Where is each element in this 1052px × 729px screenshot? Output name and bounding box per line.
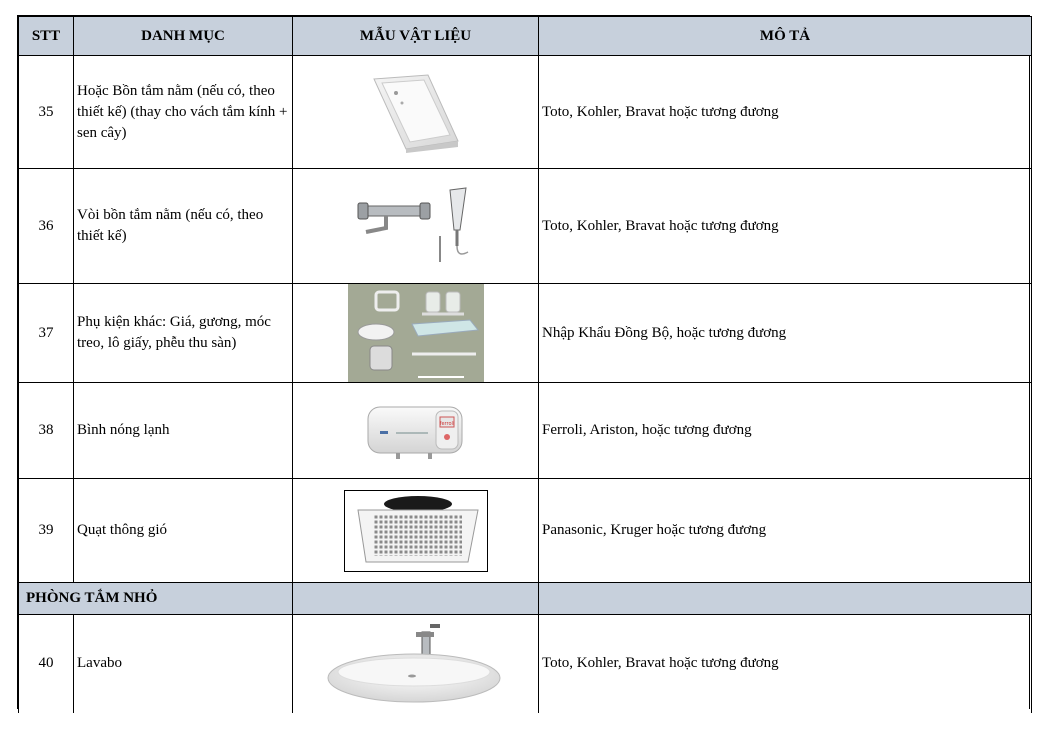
table-row xyxy=(19,615,1032,713)
row-description: Nhập Khẩu Đồng Bộ, hoặc tương đương xyxy=(539,284,1032,383)
materials-table xyxy=(18,16,1032,713)
header-sample: MẪU VẬT LIỆU xyxy=(293,17,539,56)
table-row xyxy=(19,169,1032,284)
row-sample xyxy=(293,169,539,284)
row-sample xyxy=(293,479,539,583)
row-stt: 35 xyxy=(19,56,74,169)
row-description: Ferroli, Ariston, hoặc tương đương xyxy=(539,383,1032,479)
row-description: Toto, Kohler, Bravat hoặc tương đương xyxy=(539,615,1032,713)
row-category: Lavabo xyxy=(74,615,293,713)
row-sample xyxy=(293,284,539,383)
table-row xyxy=(19,383,1032,479)
section-header-row xyxy=(19,583,1032,615)
section-empty-cell xyxy=(293,583,539,615)
table-header-row xyxy=(19,17,1032,56)
row-stt: 40 xyxy=(19,615,74,713)
table-row xyxy=(19,284,1032,383)
table-row xyxy=(19,56,1032,169)
row-category: Vòi bồn tắm nằm (nếu có, theo thiết kế) xyxy=(74,169,293,284)
row-description: Toto, Kohler, Bravat hoặc tương đương xyxy=(539,169,1032,284)
bathtub-icon xyxy=(366,71,466,153)
bath-faucet-icon xyxy=(356,186,476,266)
row-stt: 37 xyxy=(19,284,74,383)
row-sample xyxy=(293,615,539,713)
section-title: PHÒNG TẮM NHỎ xyxy=(19,583,293,615)
row-category: Hoặc Bồn tắm nằm (nếu có, theo thiết kế) (thay cho vách tắm kính + sen cây) xyxy=(74,56,293,169)
row-stt: 39 xyxy=(19,479,74,583)
washbasin-icon xyxy=(326,622,506,706)
table-row xyxy=(19,479,1032,583)
row-sample xyxy=(293,56,539,169)
row-category: Quạt thông gió xyxy=(74,479,293,583)
header-description: MÔ TẢ xyxy=(539,17,1032,56)
bathroom-accessories-icon xyxy=(348,284,484,382)
row-category: Bình nóng lạnh xyxy=(74,383,293,479)
row-description: Toto, Kohler, Bravat hoặc tương đương xyxy=(539,56,1032,169)
row-stt: 38 xyxy=(19,383,74,479)
row-sample xyxy=(293,383,539,479)
row-stt: 36 xyxy=(19,169,74,284)
row-category: Phụ kiện khác: Giá, gương, móc treo, lô giấy, phễu thu sàn) xyxy=(74,284,293,383)
heater-brand-label: ferroli xyxy=(439,420,454,427)
exhaust-fan-icon xyxy=(344,490,488,572)
row-description: Panasonic, Kruger hoặc tương đương xyxy=(539,479,1032,583)
section-empty-cell xyxy=(539,583,1032,615)
materials-table-frame xyxy=(17,15,1030,709)
header-stt: STT xyxy=(19,17,74,56)
header-category: DANH MỤC xyxy=(74,17,293,56)
water-heater-icon xyxy=(366,401,466,461)
